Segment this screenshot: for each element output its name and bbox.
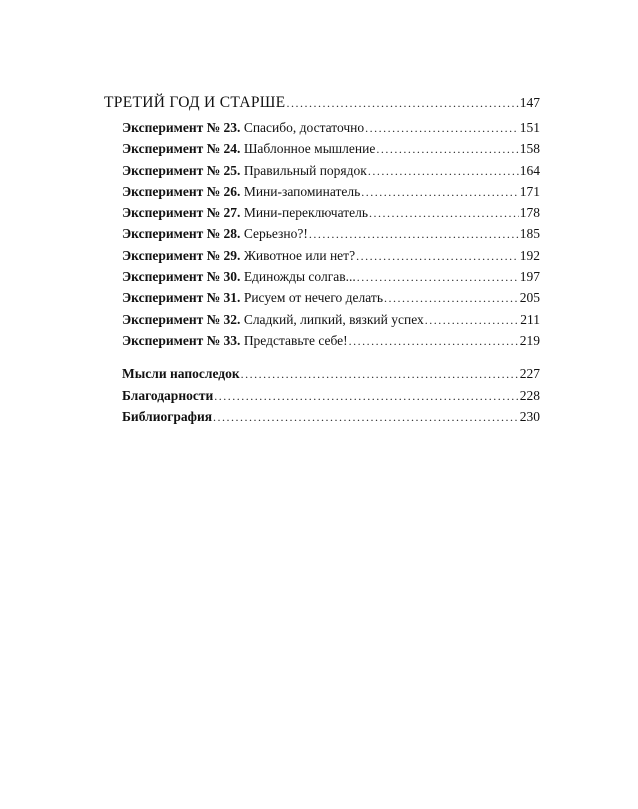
toc-entry — [104, 248, 540, 269]
extra-title: Библиография — [122, 408, 213, 424]
toc-section-heading — [104, 94, 540, 118]
entry-title: Серьезно?! — [243, 226, 308, 242]
dot-leader — [213, 410, 519, 425]
toc-extra-entry — [104, 388, 540, 409]
dot-leader — [241, 367, 519, 382]
entry-page-number: 219 — [519, 332, 540, 348]
section-page-number: 147 — [519, 95, 540, 110]
dot-leader — [365, 121, 519, 136]
dot-leader — [376, 142, 518, 157]
dot-leader — [357, 270, 519, 285]
extra-page-number: 227 — [519, 366, 540, 382]
entry-title: Мини-переключатель — [243, 205, 369, 221]
entry-title: Мини-запоминатель — [243, 183, 361, 199]
entry-label: Эксперимент № 23. — [122, 120, 241, 135]
dot-leader — [309, 227, 519, 242]
dot-leader — [368, 164, 519, 179]
entry-page-number: 205 — [519, 290, 540, 306]
dot-leader — [286, 96, 518, 111]
toc-entry — [104, 312, 540, 333]
dot-leader — [214, 389, 519, 404]
entry-title: Животное или нет? — [243, 247, 356, 263]
entry-page-number: 158 — [519, 141, 540, 157]
entry-label: Эксперимент № 30. — [122, 269, 241, 285]
toc-entry — [104, 184, 540, 205]
section-spacer — [104, 354, 540, 366]
toc-entry — [104, 269, 540, 290]
entry-page-number: 211 — [520, 311, 540, 327]
toc-entry — [104, 205, 540, 226]
entry-label: Эксперимент № 24. — [122, 141, 241, 157]
entry-label: Эксперимент № 26. — [122, 183, 241, 199]
entry-page-number: 178 — [519, 205, 540, 221]
dot-leader — [361, 185, 518, 200]
dot-leader — [425, 313, 519, 328]
toc-entry — [104, 333, 540, 354]
entry-page-number: 197 — [519, 269, 540, 285]
extra-page-number: 230 — [519, 408, 540, 424]
section-title: ТРЕТИЙ ГОД И СТАРШЕ — [104, 94, 286, 111]
entry-page-number: 192 — [519, 247, 540, 263]
entry-label: Эксперимент № 33. — [122, 332, 241, 348]
entry-label: Эксперимент № 27. — [122, 205, 241, 221]
toc-entry — [104, 226, 540, 247]
entry-title: Правильный порядок — [243, 162, 367, 178]
dot-leader — [349, 334, 519, 349]
toc-extra-entry — [104, 409, 540, 430]
entry-label: Эксперимент № 32. — [122, 311, 241, 327]
toc-entry — [104, 141, 540, 162]
entry-title: Спасибо, достаточно — [243, 120, 365, 135]
dot-leader — [384, 291, 519, 306]
dot-leader — [356, 249, 519, 264]
entry-label: Эксперимент № 29. — [122, 247, 241, 263]
extra-page-number: 228 — [519, 387, 540, 403]
dot-leader — [369, 206, 519, 221]
entry-title: Единожды солгав... — [243, 269, 356, 285]
entry-page-number: 164 — [519, 162, 540, 178]
entry-page-number: 185 — [519, 226, 540, 242]
entry-title: Представьте себе! — [243, 332, 348, 348]
toc-entry — [104, 120, 540, 141]
toc-entry — [104, 290, 540, 311]
entry-title: Рисуем от нечего делать — [243, 290, 383, 306]
toc-entry — [104, 163, 540, 184]
entry-title: Шаблонное мышление — [243, 141, 376, 157]
table-of-contents — [104, 94, 540, 430]
entry-label: Эксперимент № 28. — [122, 226, 241, 242]
entry-label: Эксперимент № 31. — [122, 290, 241, 306]
entry-title: Сладкий, липкий, вязкий успех — [243, 311, 424, 327]
toc-extra-entry — [104, 366, 540, 387]
entry-label: Эксперимент № 25. — [122, 162, 241, 178]
entry-page-number: 151 — [519, 120, 540, 135]
extra-title: Благодарности — [122, 387, 214, 403]
extra-title: Мысли напоследок — [122, 366, 240, 382]
entry-page-number: 171 — [519, 183, 540, 199]
